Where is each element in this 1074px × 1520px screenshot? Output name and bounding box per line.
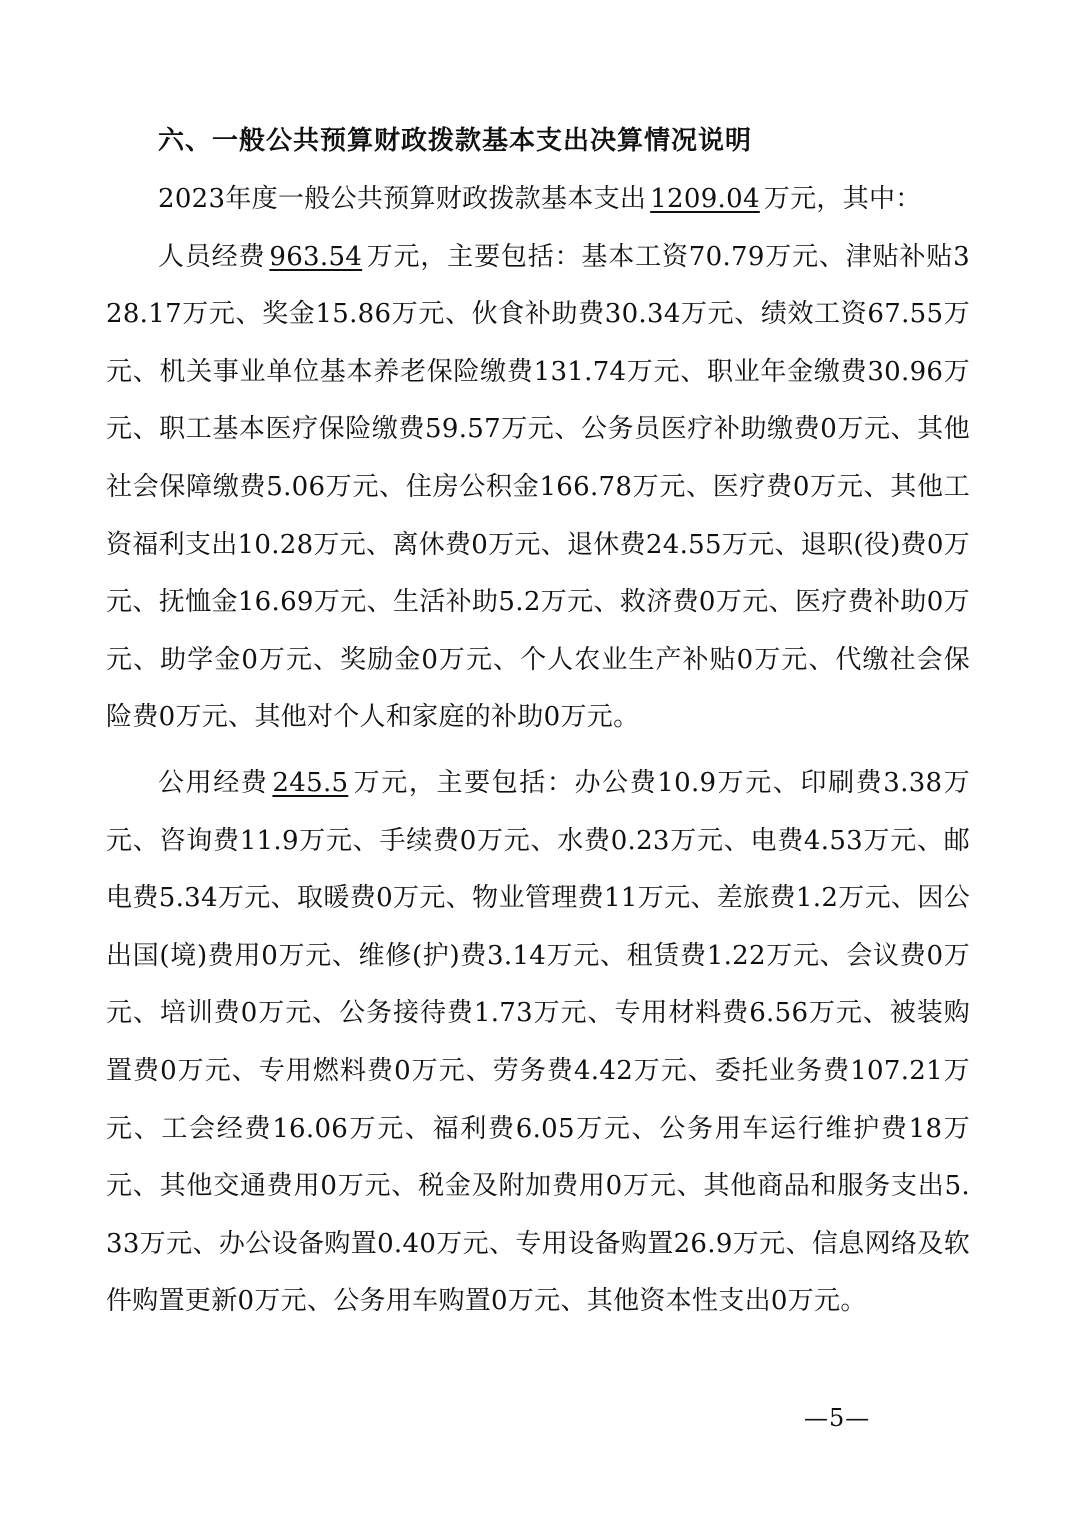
public-amount: 245.5 xyxy=(272,767,349,798)
public-paragraph xyxy=(106,755,970,1331)
section-heading: 六、一般公共预算财政拨款基本支出决算情况说明 xyxy=(158,126,753,156)
page-number: —5— xyxy=(804,1404,871,1432)
public-text-before: 公用经费 xyxy=(158,767,269,798)
summary-amount: 1209.04 xyxy=(650,184,760,214)
document-body xyxy=(106,118,970,1331)
personnel-paragraph xyxy=(106,229,970,747)
summary-text-after: 万元，其中： xyxy=(763,184,922,214)
public-text-after: 万元，主要包括：办公费10.9万元、印刷费3.38万元、咨询费11.9万元、手续费0万元、水费0.23万元、电费4.53万元、邮电费5.34万元、取暖费0万元、物业管理费11万元、差旅费1.2万元、因公出国(境)费用0万元、维修(护)费3.14万元、租赁费1.22万元、会议费0万元、培训费0万元、公务接待费1.73万元、专用材料费6.56万元、被装购置费0万元、专用燃料费0万元、劳务费4.42万元、委托业务费107.21万元、工会经费16.06万元、福利费6.05万元、公务用车运行维护费18万元、其他交通费用0万元、税金及附加费用0万元、其他商品和服务支出5.33万元、办公设备购置0.40万元、专用设备购置26.9万元、信息网络及软件购置更新0万元、公务用车购置0万元、其他资本性支出0万元。 xyxy=(106,767,970,1317)
personnel-text-before: 人员经费 xyxy=(158,241,266,272)
personnel-text-after: 万元，主要包括：基本工资70.79万元、津贴补贴328.17万元、奖金15.86万元、伙食补助费30.34万元、绩效工资67.55万元、机关事业单位基本养老保险缴费131.74万元、职业年金缴费30.96万元、职工基本医疗保险缴费59.57万元、公务员医疗补助缴费0万元、其他社会保障缴费5.06万元、住房公积金166.78万元、医疗费0万元、其他工资福利支出10.28万元、离休费0万元、退休费24.55万元、退职(役)费0万元、抚恤金16.69万元、生活补助5.2万元、救济费0万元、医疗费补助0万元、助学金0万元、奖励金0万元、个人农业生产补贴0万元、代缴社会保险费0万元、其他对个人和家庭的补助0万元。 xyxy=(106,241,970,733)
summary-paragraph xyxy=(106,171,970,229)
summary-text-before: 2023年度一般公共预算财政拨款基本支出 xyxy=(158,184,647,214)
personnel-amount: 963.54 xyxy=(269,241,363,272)
